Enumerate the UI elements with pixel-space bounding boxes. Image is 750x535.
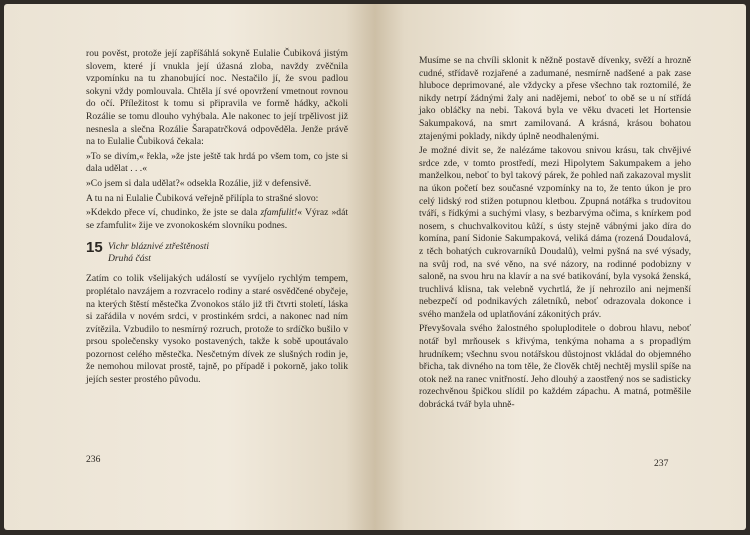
paragraph: rou pověst, protože její zapříšáhlá sokyně Eulalie Čubiková jistým slovem, které jí vnukla její úžasná zloba, navždy zvěčnila vzpomínku na tu zhanobující noc. Nestačilo jí, že svou padlou sokyni vždy pomlouvala. Chtěla jí své opovržení vmetnout rovnou do očí. Příležitost k tomu si připravila ve formě hádky, ačkoli Rozálie se tomu dlouho vyhýbala. Ale nakonec to její trpělivost již nesnesla a slečna Rozálie Šarapatrčková odpověděla. Jenže právě na to Eulalie Čubiková čekala: bbox=[86, 48, 348, 148]
chapter-title bbox=[108, 241, 209, 265]
paragraph: Převyšovala svého žalostného spoluploditele o dobrou hlavu, neboť notář byl mrňousek s křivýma, tenkýma nohama a s propadlým hrudníkem; všechnu svou notářskou důstojnost vkládal do objemného břicha, tak divného na tom těle, že člověk chtěj nechtěj myslil spíše na otok než na ranec vnitřností. Jeho dlouhý a zaostřený nos se sadisticky rozechvěnou špičkou slídil po každém zápachu. A matná, potměšile dobrácká tvář byla uhně- bbox=[419, 323, 691, 411]
left-page bbox=[4, 4, 375, 530]
chapter-heading bbox=[86, 241, 348, 265]
paragraph: »Co jsem si dala udělat?« odsekla Rozálie, již v defensivě. bbox=[86, 177, 312, 189]
page-number-left: 236 bbox=[86, 454, 101, 465]
left-text-block bbox=[86, 48, 348, 387]
chapter-number: 15 bbox=[86, 239, 103, 257]
right-page bbox=[375, 4, 746, 530]
chapter-title-line1: Vichr bláznivé ztřeštěnosti bbox=[108, 241, 210, 253]
quote-start: »Kdekdo přece ví, chudinko, že jste se dala bbox=[86, 207, 261, 219]
paragraph: Je možné divit se, že nalézáme takovou snivou krásu, tak chvějivé srdce zde, v tomto prostředí, mezi Hipolytem Sakumpakem a jeho manželkou, neboť to byl takový párek, že pohled naň zakazoval myslit na úkon početí bez současné vzpomínky na to, že tento úkon je pro celý lidský rod stižen potupnou kletbou. Zpupná notářka s trudovitou tváří, s řídkými a suchými vlasy, s bezbarvýma očima, s knírkem pod nosem, s chuchvalkovitou kůží, s ústy stejně vábnými jako díra do komína, paní Sidonie Sakumpaková, veliká dáma (rozená Doudalová, z těch bohatých cukrovarníků Doudalů), velmi pyšná na své výsady, na svůj rod, na své věno, na své názory, na rodinné podobizny v saloně, na svou hru na klavír a na své batikování, byla vysoká ženská, truchlivá klisna, tak velebně vychrtlá, že jí nehrozilo ani nejmenší nebezpečí od podnikavých záletníků, neboť odrazovala dokonce i svého manžela od uplatňování zákonitých práv. bbox=[419, 145, 691, 320]
paragraph: Musíme se na chvíli sklonit k něžně postavě dívenky, svěží a hrozně cudné, střídavě rozjařené a zadumané, nesmírně nadšené a pak zase hluboce deprimované, ale vždycky a přese všechno tak roztomilé, že nikdy netrpí žádnými žaly ani nadějemi, neboť to obě se u ní střídá jako obláčky na nebi. Taková byla ve věku dvaceti let Hortensie Sakumpaková, na smrt zamilovaná. A krásná, krásou bohatou ztajenými poklady, nikdy úplně neodhalenými. bbox=[419, 55, 691, 142]
quote-paragraph bbox=[86, 207, 348, 232]
right-text-block bbox=[419, 55, 691, 412]
quote-italic-word: zfamfulit! bbox=[260, 207, 298, 219]
paragraph: »To se divím,« řekla, »že jste ještě tak hrdá po všem tom, co jste si dala udělat . . .« bbox=[86, 150, 348, 175]
paragraph: A tu na ni Eulalie Čubiková veřejně přilípla to strašné slovo: bbox=[86, 192, 319, 204]
chapter-title-line2: Druhá část bbox=[108, 253, 151, 265]
paragraph: Zatím co tolik všelijakých událostí se vyvíjelo rychlým tempem, proplétalo navzájem a rozvracelo rodiny a staré osvědčené obyčeje, na kterých štěstí městečka Zvonokos stálo již tři čtvrti století, láska si zařádila v novém srdci, v prostinkém srdci, a nakonec nad ním zvítězila. Vzbudilo to nesmírný rozruch, protože to srdíčko bušilo v prsou společensky vysoko postavených, takže k sobě upoutávalo pozornost celého městečka. Nesčetným dívek ze slušných rodin je, že nemohou milovat prostě, tajně, po případě i pokorně, jako tolik jejích sester prostého původu. bbox=[86, 273, 348, 386]
page-number-right: 237 bbox=[654, 458, 669, 469]
quote-end: « Výraz »dát se zfamfulit« žije ve zvonokoském slovníku podnes. bbox=[86, 207, 348, 231]
